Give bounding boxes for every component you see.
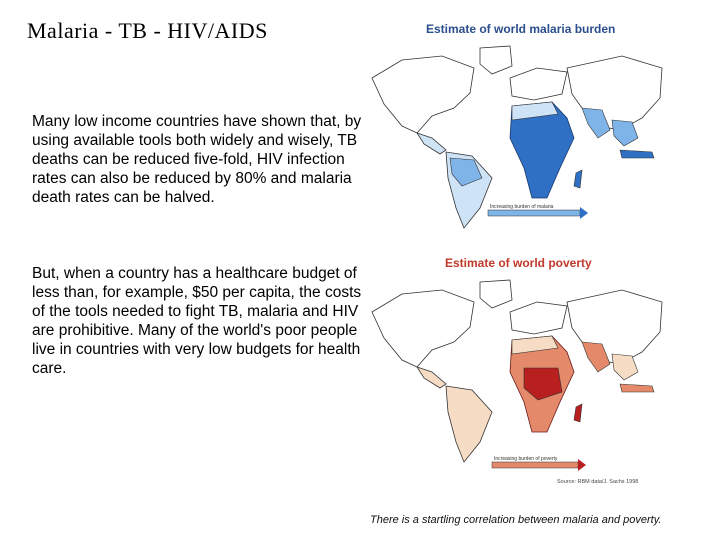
- poverty-source: Source: RBM data/J. Sachs 1998: [557, 479, 639, 485]
- malaria-na: [372, 56, 474, 133]
- poverty-na: [372, 290, 474, 367]
- poverty-legend-label: Increasing burden of poverty: [494, 456, 558, 462]
- malaria-greenland: [480, 46, 512, 74]
- malaria-legend-label: Increasing burden of malaria: [490, 204, 554, 210]
- malaria-legend-bar: [488, 210, 580, 216]
- poverty-central-america: [417, 367, 446, 388]
- poverty-greenland: [480, 280, 512, 308]
- poverty-asia: [567, 290, 662, 364]
- poverty-map: [362, 272, 672, 482]
- paragraph-tools: Many low income countries have shown that, by using available tools both widely and wisely, TB deaths can be reduced five-fold, HIV infection rates can also be reduced by 80% and malaria death rates can be halved.: [32, 113, 362, 206]
- malaria-asia: [567, 56, 662, 130]
- malaria-indonesia: [620, 150, 654, 158]
- map-caption: There is a startling correlation between malaria and poverty.: [370, 514, 662, 526]
- poverty-madagascar: [574, 404, 582, 422]
- malaria-se-asia: [612, 120, 638, 146]
- malaria-central-america: [417, 133, 446, 154]
- malaria-legend-arrow: [580, 207, 588, 219]
- poverty-se-asia: [612, 354, 638, 380]
- poverty-legend-bar: [492, 462, 578, 468]
- malaria-map: [362, 38, 672, 233]
- malaria-map-title: Estimate of world malaria burden: [426, 22, 616, 36]
- poverty-europe: [510, 302, 567, 334]
- paragraph-budget: But, when a country has a healthcare budget of less than, for example, $50 per capita, the costs of the tools needed to fight TB, malaria and HIV are prohibitive. Many of the world's poor people live in countries with very low budgets for health care.: [32, 265, 362, 377]
- malaria-europe: [510, 68, 567, 100]
- poverty-sa: [446, 386, 492, 462]
- poverty-indonesia: [620, 384, 654, 392]
- slide-title: Malaria - TB - HIV/AIDS: [27, 18, 268, 43]
- poverty-legend-arrow: [578, 459, 586, 471]
- poverty-map-title: Estimate of world poverty: [445, 256, 592, 270]
- malaria-madagascar: [574, 170, 582, 188]
